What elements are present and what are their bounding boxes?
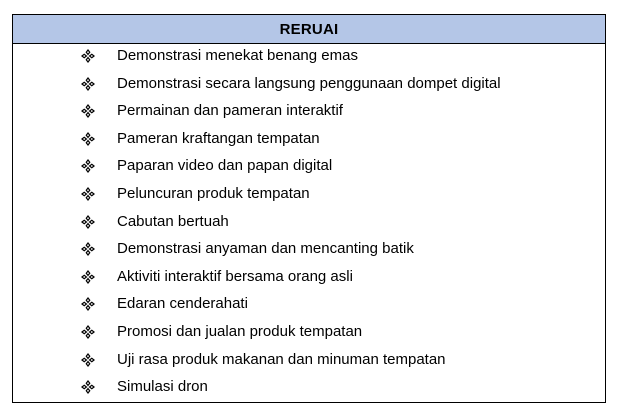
four-diamond-bullet-icon (80, 352, 96, 368)
list-item (13, 350, 605, 370)
four-diamond-bullet-icon (80, 214, 96, 230)
four-diamond-bullet-icon (80, 131, 96, 147)
list-item (13, 212, 605, 232)
list-item-label: Demonstrasi menekat benang emas (117, 47, 358, 64)
list-item-label: Permainan dan pameran interaktif (117, 102, 343, 120)
table-header-title: RERUAI (279, 20, 339, 38)
list-item (13, 239, 605, 259)
table-header (13, 15, 605, 44)
list-item (13, 156, 605, 176)
rerual-table (12, 14, 606, 403)
list-item-label: Demonstrasi secara langsung penggunaan dompet digital (117, 74, 501, 92)
list-item (13, 46, 605, 66)
list-item-label: Edaran cenderahati (117, 295, 248, 313)
four-diamond-bullet-icon (80, 241, 96, 257)
list-item (13, 267, 605, 287)
list-item (13, 74, 605, 94)
list-item-label: Demonstrasi anyaman dan mencanting batik (117, 240, 414, 258)
list-item (13, 294, 605, 314)
four-diamond-bullet-icon (80, 103, 96, 119)
four-diamond-bullet-icon (80, 48, 96, 64)
list-item (13, 129, 605, 149)
four-diamond-bullet-icon (80, 76, 96, 92)
four-diamond-bullet-icon (80, 269, 96, 285)
list-item-label: Pameran kraftangan tempatan (117, 129, 320, 147)
list-item (13, 184, 605, 204)
four-diamond-bullet-icon (80, 296, 96, 312)
list-item-label: Aktiviti interaktif bersama orang asli (117, 267, 353, 285)
list-item (13, 101, 605, 121)
list-item-label: Cabutan bertuah (117, 212, 229, 230)
list-item-label: Peluncuran produk tempatan (117, 185, 310, 202)
list-item-label: Uji rasa produk makanan dan minuman tempatan (117, 350, 446, 368)
four-diamond-bullet-icon (80, 324, 96, 340)
list-item (13, 322, 605, 342)
list-item-label: Paparan video dan papan digital (117, 157, 333, 175)
four-diamond-bullet-icon (80, 186, 96, 202)
four-diamond-bullet-icon (80, 379, 96, 395)
list-item-label: Simulasi dron (117, 378, 208, 396)
list-item-label: Promosi dan jualan produk tempatan (117, 323, 363, 340)
list-item (13, 377, 605, 397)
four-diamond-bullet-icon (80, 158, 96, 174)
